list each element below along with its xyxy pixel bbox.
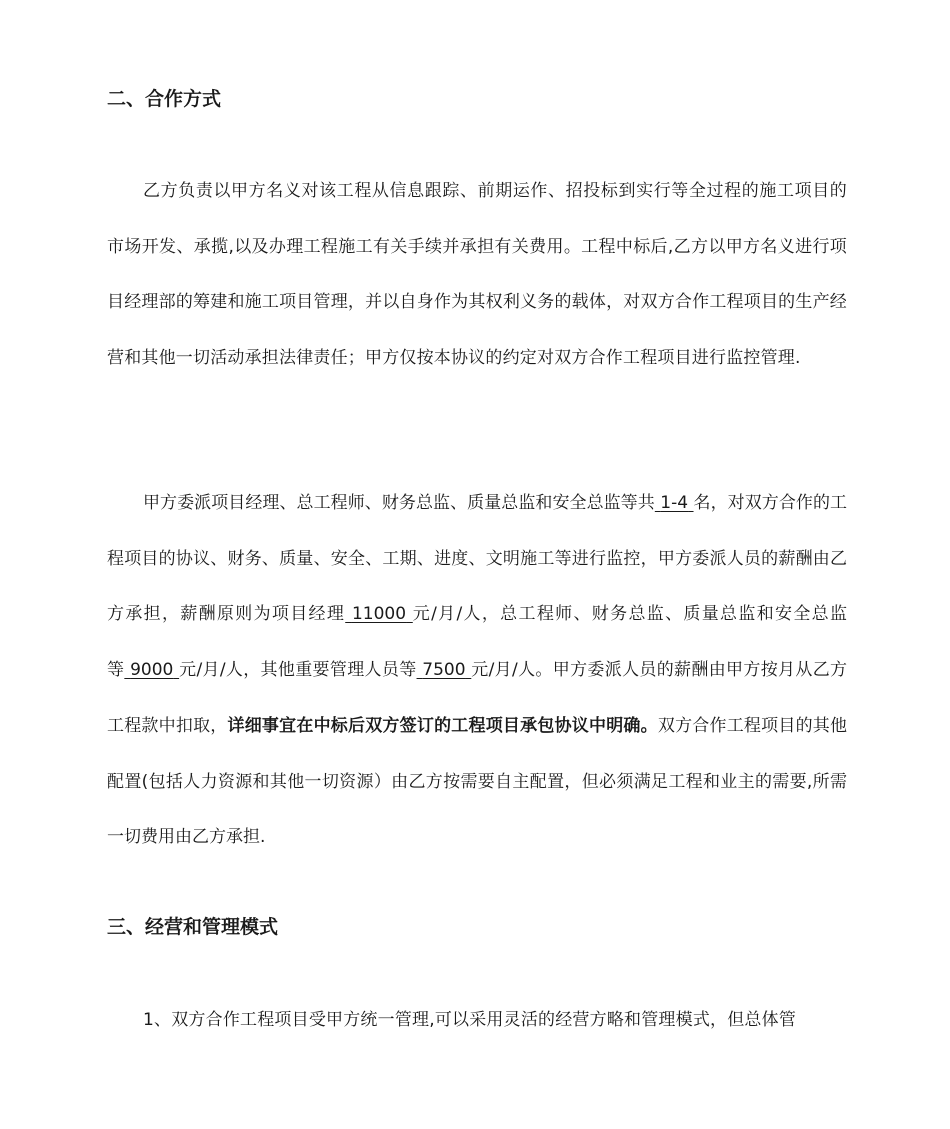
text-segment: 元/月/人，总工程师、财务总监、质量总监和安全总监等 [107, 604, 848, 681]
text-segment: 双方合作工程项目的其他配置(包括人力资源和其他一切资源）由乙方按需要自主配置，但必须满足工程和业主的需要,所需一切费用由乙方承担. [107, 715, 848, 848]
pm-salary-text: 11000 [351, 604, 407, 625]
staff-count-text: 1-4 [660, 493, 689, 513]
text-segment: 元/月/人，其他重要管理人员等 [179, 660, 417, 681]
paragraph-delegated-staff [107, 476, 847, 866]
staff-salary-text: 7500 [422, 660, 466, 681]
bold-emphasis-text: 详细事宜在中标后双方签订的工程项目承包协议中明确。 [227, 715, 658, 736]
section-heading-management-mode: 三、经营和管理模式 [107, 916, 279, 938]
director-salary-text: 9000 [130, 660, 174, 681]
section-heading-cooperation: 二、合作方式 [107, 88, 222, 110]
paragraph-cooperation-scope: 乙方负责以甲方名义对该工程从信息跟踪、前期运作、招投标到实行等全过程的施工项目的市场开发、承揽,以及办理工程施工有关手续并承担有关费用。工程中标后,乙方以甲方名义进行项目经理部的筹建和施工项目管理，并以自身作为其权利义务的载体，对双方合作工程项目的生产经营和其他一切活动承担法律责任；甲方仅按本协议的约定对双方合作工程项目进行监控管理. [107, 181, 847, 369]
paragraph-management-item-1: 1、双方合作工程项目受甲方统一管理,可以采用灵活的经营方略和管理模式，但总体管 [143, 1010, 797, 1030]
pm-salary-value [345, 604, 413, 624]
text-segment: 名，对双方合作的工程项目的协议、财务、质量、安全、工期、进度、文明施工等进行监控，甲方委派人员的薪酬由乙方承担，薪酬原则为项目经理 [107, 493, 848, 625]
staff-count-value [655, 493, 694, 513]
staff-salary-value [417, 660, 472, 680]
text-segment: 甲方委派项目经理、总工程师、财务总监、质量总监和安全总监等共 [143, 493, 655, 513]
director-salary-value [124, 660, 179, 680]
text-segment: 元/月/人。甲方委派人员的薪酬由甲方按月从乙方工程款中扣取， [107, 660, 848, 736]
